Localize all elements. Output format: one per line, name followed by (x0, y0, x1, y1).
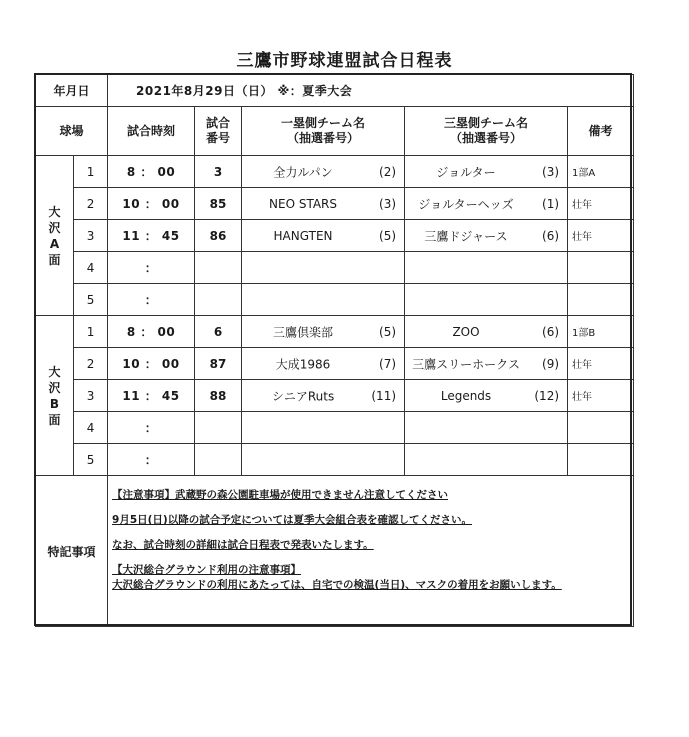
header-third-team-line2: （抽選番号） (450, 131, 523, 145)
game-row (36, 348, 634, 380)
game-number: 86 (195, 220, 242, 252)
date-row (36, 75, 634, 107)
game-time: 11 ： 45 (108, 380, 195, 412)
third-base-team-name: ジョルターヘッズ (418, 197, 514, 211)
first-base-team-cell (242, 220, 405, 252)
third-base-team-name: Legends (440, 388, 492, 403)
third-base-team-cell (405, 220, 568, 252)
third-base-team-name: 三鷹ドジャース (424, 229, 508, 243)
game-number (195, 284, 242, 316)
first-base-team-cell (242, 348, 405, 380)
header-third-team (405, 107, 568, 156)
game-number (195, 412, 242, 444)
header-first-team-line1: 一塁側チーム名 (281, 116, 366, 130)
field-name-cell (36, 156, 74, 316)
game-time: 10 ： 00 (108, 348, 195, 380)
game-row (36, 220, 634, 252)
first-base-lot-number: (2) (379, 164, 397, 179)
first-base-team-cell (242, 316, 405, 348)
third-base-lot-number: (9) (542, 356, 560, 371)
first-base-team-cell (242, 284, 405, 316)
first-base-team-name: 三鷹倶楽部 (273, 325, 334, 339)
game-row (36, 284, 634, 316)
note-line: 【大沢総合グラウンド利用の注意事項】 (112, 564, 302, 576)
note-line: 【注意事項】武蔵野の森公園駐車場が使用できません注意してください (112, 489, 449, 501)
third-base-team-cell (405, 284, 568, 316)
third-base-team-cell (405, 156, 568, 188)
remark-cell (568, 412, 634, 444)
game-time: 8 ： 00 (108, 316, 195, 348)
game-number: 3 (195, 156, 242, 188)
header-game-no-line2: 番号 (206, 131, 231, 145)
slot-number: 5 (74, 444, 108, 476)
slot-number: 1 (74, 316, 108, 348)
header-time: 試合時刻 (108, 107, 195, 156)
remark-cell: 壮年 (568, 380, 634, 412)
remark-cell: 1部A (568, 156, 634, 188)
game-number: 87 (195, 348, 242, 380)
game-time: ： (108, 412, 195, 444)
game-number: 6 (195, 316, 242, 348)
game-row (36, 444, 634, 476)
field-name-char: 面 (48, 412, 61, 427)
third-base-team-name: ジョルター (436, 165, 496, 179)
remark-cell: 壮年 (568, 220, 634, 252)
first-base-lot-number: (5) (379, 228, 397, 243)
first-base-team-name: 全力ルパン (273, 165, 333, 179)
first-base-lot-number: (11) (371, 388, 397, 403)
game-time: 8 ： 00 (108, 156, 195, 188)
third-base-team-name: ZOO (452, 324, 480, 339)
page-title: 三鷹市野球連盟試合日程表 (236, 51, 453, 71)
game-row (36, 156, 634, 188)
third-base-team-cell (405, 412, 568, 444)
game-row (36, 188, 634, 220)
game-time: ： (108, 444, 195, 476)
slot-number: 4 (74, 412, 108, 444)
third-base-lot-number: (6) (542, 228, 560, 243)
slot-number: 1 (74, 156, 108, 188)
field-name-char: B (49, 396, 60, 411)
third-base-team-cell (405, 380, 568, 412)
date-value: 2021年8月29日（日） ※：夏季大会 (108, 75, 634, 107)
first-base-team-cell (242, 380, 405, 412)
field-name-char: 面 (48, 252, 61, 267)
first-base-lot-number: (3) (379, 196, 397, 211)
game-number (195, 444, 242, 476)
header-field: 球場 (36, 107, 108, 156)
third-base-team-cell (405, 444, 568, 476)
third-base-team-cell (405, 188, 568, 220)
remark-cell: 壮年 (568, 348, 634, 380)
first-base-team-cell (242, 412, 405, 444)
game-number: 88 (195, 380, 242, 412)
remark-cell (568, 444, 634, 476)
game-number (195, 252, 242, 284)
first-base-team-cell (242, 444, 405, 476)
note-line: 9月5日(日)以降の試合予定については夏季大会組合表を確認してください。 (112, 514, 473, 526)
notes-row (36, 476, 634, 627)
date-label: 年月日 (36, 75, 108, 107)
first-base-team-name: シニアRuts (271, 389, 335, 403)
first-base-team-name: NEO STARS (269, 196, 338, 211)
third-base-team-cell (405, 316, 568, 348)
game-row (36, 316, 634, 348)
field-name-char: 沢 (48, 220, 61, 235)
game-row (36, 252, 634, 284)
note-line: なお、試合時刻の詳細は試合日程表で発表いたします。 (112, 539, 374, 551)
header-remark: 備考 (568, 107, 634, 156)
game-time: ： (108, 252, 195, 284)
game-time: ： (108, 284, 195, 316)
game-row (36, 380, 634, 412)
slot-number: 4 (74, 252, 108, 284)
first-base-team-name: 大成1986 (275, 357, 331, 371)
game-number: 85 (195, 188, 242, 220)
header-game-no-line1: 試合 (206, 116, 231, 130)
slot-number: 3 (74, 380, 108, 412)
header-third-team-line1: 三塁側チーム名 (444, 116, 529, 130)
slot-number: 2 (74, 188, 108, 220)
game-time: 11 ： 45 (108, 220, 195, 252)
remark-cell: 1部B (568, 316, 634, 348)
third-base-team-cell (405, 348, 568, 380)
third-base-team-cell (405, 252, 568, 284)
game-row (36, 412, 634, 444)
notes-content (108, 476, 634, 627)
remark-cell: 壮年 (568, 188, 634, 220)
game-time: 10 ： 00 (108, 188, 195, 220)
header-game-no (195, 107, 242, 156)
note-line: 大沢総合グラウンドの利用にあたっては、自宅での検温(当日)、マスクの着用をお願いします。 (112, 579, 562, 591)
remark-cell (568, 284, 634, 316)
header-first-team (242, 107, 405, 156)
notes-label: 特記事項 (36, 476, 108, 627)
third-base-lot-number: (12) (534, 388, 560, 403)
third-base-team-name: 三鷹スリーホークス (412, 357, 520, 371)
first-base-team-name: HANGTEN (273, 228, 333, 243)
slot-number: 3 (74, 220, 108, 252)
first-base-lot-number: (7) (379, 356, 397, 371)
remark-cell (568, 252, 634, 284)
field-name-cell (36, 316, 74, 476)
third-base-lot-number: (3) (542, 164, 560, 179)
third-base-lot-number: (1) (542, 196, 560, 211)
header-row (36, 107, 634, 156)
header-first-team-line2: （抽選番号） (287, 131, 360, 145)
slot-number: 5 (74, 284, 108, 316)
field-name-char: 大 (48, 364, 61, 379)
field-name-char: 沢 (48, 380, 61, 395)
first-base-lot-number: (5) (379, 324, 397, 339)
field-name-char: 大 (48, 204, 61, 219)
field-name-char: A (49, 236, 60, 251)
first-base-team-cell (242, 156, 405, 188)
slot-number: 2 (74, 348, 108, 380)
third-base-lot-number: (6) (542, 324, 560, 339)
first-base-team-cell (242, 252, 405, 284)
first-base-team-cell (242, 188, 405, 220)
schedule-table (35, 74, 634, 627)
